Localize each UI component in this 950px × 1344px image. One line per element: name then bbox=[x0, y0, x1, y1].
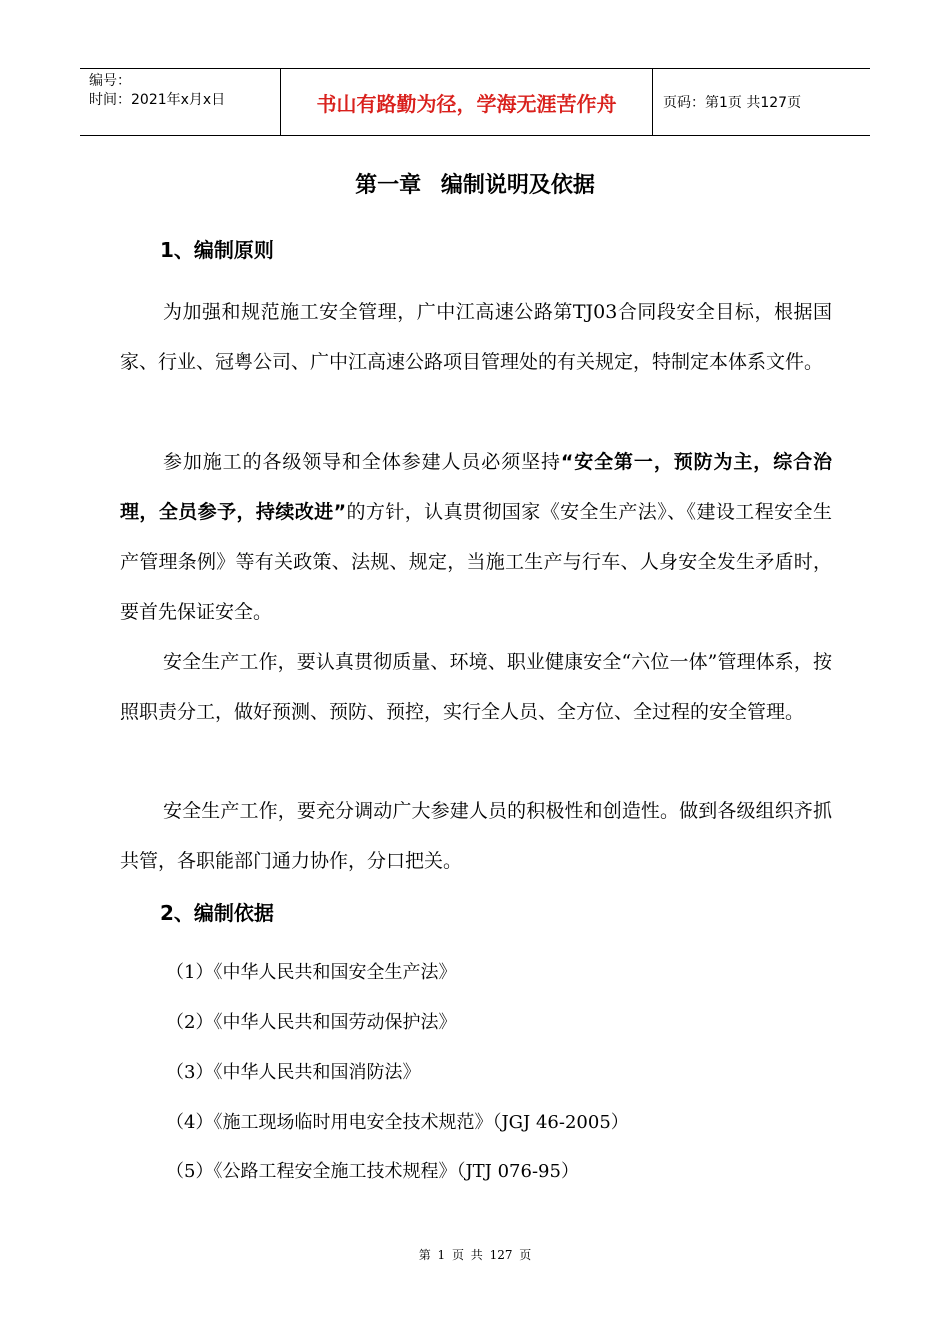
reference-item: （1）《中华人民共和国安全生产法》 bbox=[166, 962, 457, 983]
header-page-info: 页码：第1页 共127页 bbox=[663, 95, 802, 111]
reference-item: （5）《公路工程安全施工技术规程》（JTJ 076-95） bbox=[166, 1161, 579, 1182]
header-table bbox=[80, 68, 870, 136]
section-title-basis: 2、编制依据 bbox=[160, 901, 274, 925]
paragraph-2 bbox=[120, 437, 832, 637]
reference-item: （4）《施工现场临时用电安全技术规范》（JGJ 46-2005） bbox=[166, 1112, 629, 1133]
paragraph-2-lead: 参加施工的各级领导和全体参建人员必须坚持 bbox=[163, 451, 561, 473]
section-title-principles: 1、编制原则 bbox=[160, 238, 274, 262]
reference-item: （2）《中华人民共和国劳动保护法》 bbox=[166, 1012, 457, 1033]
paragraph-4: 安全生产工作，要充分调动广大参建人员的积极性和创造性。做到各级组织齐抓共管，各职能部门通力协作，分口把关。 bbox=[120, 800, 832, 872]
number-label: 编号： bbox=[89, 73, 131, 89]
paragraph-3: 安全生产工作，要认真贯彻质量、环境、职业健康安全“六位一体”管理体系，按照职责分工，做好预测、预防、预控，实行全人员、全方位、全过程的安全管理。 bbox=[120, 651, 832, 723]
header-motto: 书山有路勤为径，学海无涯苦作舟 bbox=[281, 69, 653, 135]
time-label: 时间：2021年x月x日 bbox=[89, 92, 226, 108]
paragraph-2-policy: “安全第一，预防为主，综合治理，全员参予，持续改进” bbox=[120, 451, 832, 523]
chapter-title: 第一章 编制说明及依据 bbox=[355, 173, 595, 198]
header-left-cell bbox=[80, 69, 281, 135]
paragraph-1: 为加强和规范施工安全管理，广中江高速公路第TJ03合同段安全目标，根据国家、行业、冠粤公司、广中江高速公路项目管理处的有关规定，特制定本体系文件。 bbox=[120, 301, 832, 373]
reference-item: （3）《中华人民共和国消防法》 bbox=[166, 1062, 421, 1083]
page-footer: 第 1 页 共 127 页 bbox=[418, 1248, 532, 1262]
paragraph-2-tail: 的方针，认真贯彻国家《安全生产法》、《建设工程安全生产管理条例》等有关政策、法规、规定，当施工生产与行车、人身安全发生矛盾时，要首先保证安全。 bbox=[120, 501, 832, 623]
